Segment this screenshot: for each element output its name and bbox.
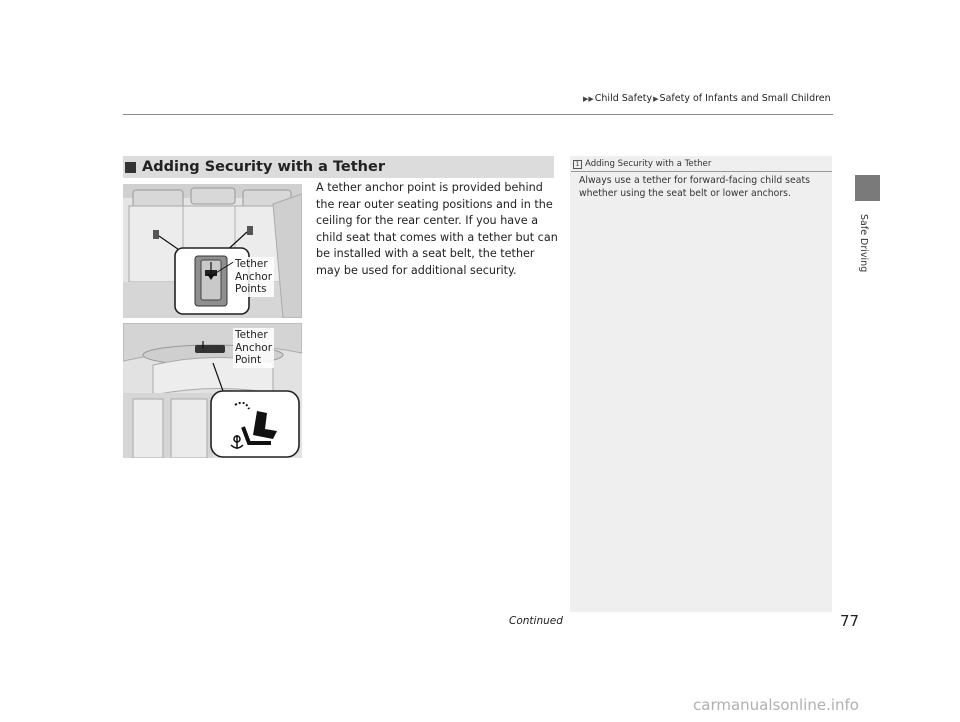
section-title: Adding Security with a Tether (142, 159, 385, 175)
chapter-tab-label[interactable]: Safe Driving (858, 214, 869, 273)
figure-rear-seat-anchors (123, 184, 302, 318)
breadcrumb-item-child-safety[interactable]: Child Safety (594, 93, 653, 104)
note-text: Always use a tether for forward-facing child seats whether using the seat belt or lower anchors. (579, 175, 810, 200)
breadcrumb-item-safety-infants[interactable]: Safety of Infants and Small Children (659, 93, 831, 104)
section-heading (123, 156, 554, 178)
callout-line: Anchor (235, 341, 273, 354)
callout-tether-anchor-point (233, 328, 274, 368)
continued-label: Continued (509, 615, 563, 627)
breadcrumb-arrow-icon: ▶▶ (583, 94, 594, 103)
breadcrumb-arrow-icon: ▶ (653, 94, 659, 103)
note-panel (570, 156, 832, 612)
figure-ceiling-anchor (123, 323, 302, 458)
chapter-tab-marker (855, 175, 880, 201)
callout-line: Point (235, 354, 262, 366)
callout-line: Tether (235, 258, 268, 270)
rear-seat-illustration (123, 184, 302, 318)
page-number: 77 (840, 612, 860, 630)
note-title: Adding Security with a Tether (585, 159, 712, 169)
note-reference-icon: 1 (573, 160, 582, 169)
callout-line: Tether (235, 329, 268, 341)
heading-square-icon (125, 162, 136, 173)
body-paragraph: A tether anchor point is provided behind the rear outer seating positions and in the ceiling for the rear center. If you have a child seat that comes with a tether but can be installed with a seat belt, the tether may be used for additional security. (316, 181, 558, 277)
header-divider (123, 114, 833, 115)
breadcrumb (582, 93, 831, 104)
callout-line: Points (235, 283, 267, 295)
ceiling-anchor-illustration (123, 323, 302, 458)
callout-line: Anchor (235, 270, 273, 283)
note-heading (571, 157, 832, 172)
watermark: carmanualsonline.info (693, 696, 859, 714)
callout-tether-anchor-points (233, 257, 274, 297)
